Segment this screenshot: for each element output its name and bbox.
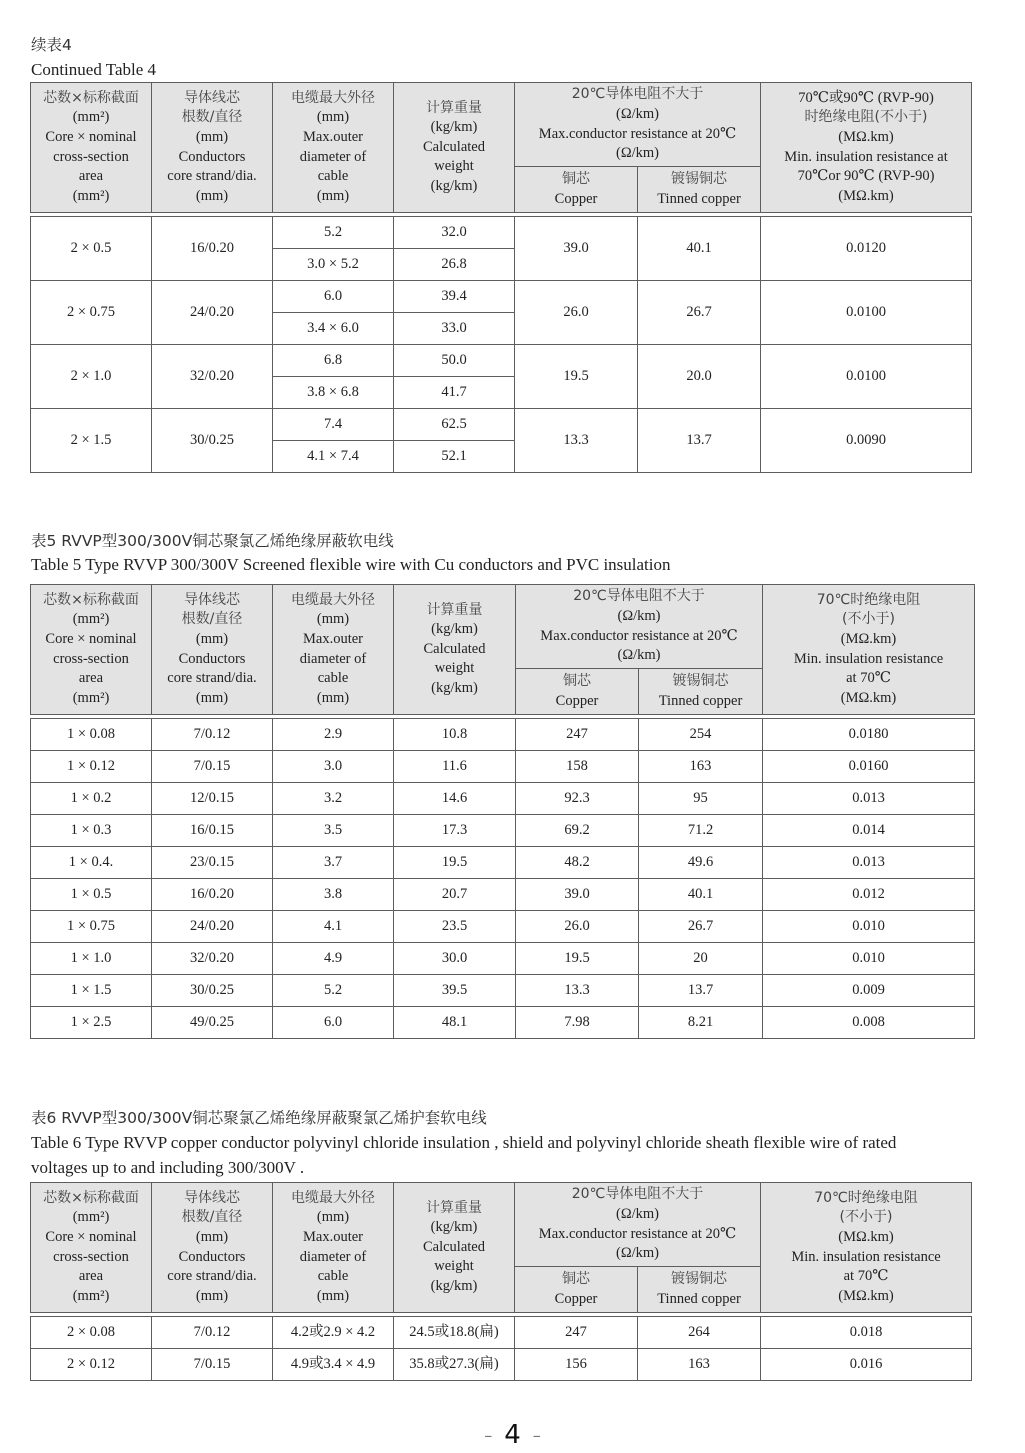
header-text: Core × nominal	[45, 128, 137, 145]
table-row	[31, 345, 972, 377]
cell-weight: 35.8或27.3(扁)	[394, 1349, 515, 1381]
cell-insulation: 0.018	[761, 1317, 972, 1349]
header-text: (mm)	[195, 187, 229, 204]
header-diameter	[273, 1183, 394, 1313]
header-text: (Ω/km)	[616, 145, 659, 162]
header-text: Tinned copper	[658, 692, 743, 709]
header-text: (mm)	[195, 1228, 229, 1245]
header-text: Calculated	[423, 640, 486, 657]
header-text: (Ω/km)	[617, 607, 661, 624]
cell-insulation: 0.013	[763, 847, 975, 879]
header-text: area	[78, 1268, 104, 1285]
header-text: (不小于)	[839, 1209, 893, 1226]
cell-insulation: 0.016	[761, 1349, 972, 1381]
cell-tinned: 40.1	[638, 217, 761, 281]
cell-weight-round: 39.4	[394, 281, 515, 313]
table-row	[31, 943, 975, 975]
cell-weight-flat: 41.7	[394, 377, 515, 409]
cell-diameter: 5.2	[273, 975, 394, 1007]
header-text: (mm²)	[72, 187, 110, 204]
header-core	[31, 1183, 152, 1313]
header-text: (mm)	[316, 611, 350, 628]
cell-copper: 156	[515, 1349, 638, 1381]
header-text: Core × nominal	[45, 1228, 137, 1245]
table-row	[31, 975, 975, 1007]
header-text: core strand/dia.	[167, 168, 257, 185]
cell-weight-round: 62.5	[394, 409, 515, 441]
header-text: (mm)	[316, 689, 350, 706]
header-text: at 70℃	[843, 1268, 889, 1285]
header-text: (mm)	[316, 1209, 350, 1226]
cell-strand: 30/0.25	[152, 409, 273, 473]
table4-caption-zh: 续表4	[31, 36, 72, 54]
table-row	[31, 911, 975, 943]
header-text: cross-section	[53, 148, 129, 165]
header-text: (mm)	[195, 630, 229, 647]
header-text: (mm²)	[72, 1287, 110, 1304]
header-resistance	[515, 1183, 761, 1267]
header-text: 70℃时绝缘电阻	[816, 591, 921, 608]
header-text: (kg/km)	[430, 1219, 478, 1236]
header-strand	[152, 83, 273, 213]
cell-insulation: 0.0100	[761, 345, 972, 409]
header-text: 70℃或90℃ (RVP-90)	[798, 89, 934, 106]
cell-weight-round: 32.0	[394, 217, 515, 249]
cell-strand: 16/0.20	[152, 879, 273, 911]
header-text: Conductors	[178, 148, 246, 165]
cell-core: 2 × 0.5	[31, 217, 152, 281]
cell-copper: 7.98	[516, 1007, 639, 1039]
header-text: 镀锡铜芯	[672, 672, 729, 689]
cell-diameter: 2.9	[273, 719, 394, 751]
cell-strand: 24/0.20	[152, 911, 273, 943]
table-row	[31, 1317, 972, 1349]
header-text: (mm)	[316, 187, 350, 204]
header-text: Tinned copper	[657, 1290, 741, 1307]
cell-diameter-round: 7.4	[273, 409, 394, 441]
header-weight	[394, 83, 515, 213]
header-text: 电缆最大外径	[291, 89, 375, 106]
cell-copper: 69.2	[516, 815, 639, 847]
header-text: 镀锡铜芯	[671, 170, 727, 187]
cell-weight: 11.6	[394, 751, 516, 783]
header-text: cross-section	[53, 1248, 129, 1265]
cell-tinned: 20	[639, 943, 763, 975]
header-text: 芯数×标称截面	[43, 1189, 139, 1206]
cell-tinned: 254	[639, 719, 763, 751]
cell-diameter: 3.0	[273, 751, 394, 783]
header-text: (MΩ.km)	[838, 128, 894, 145]
header-text: (kg/km)	[431, 621, 478, 638]
cell-weight-round: 50.0	[394, 345, 515, 377]
header-weight	[394, 1183, 515, 1313]
page-dash-right: –	[532, 1426, 541, 1445]
header-text: Core × nominal	[45, 630, 137, 647]
header-text: (MΩ.km)	[840, 630, 897, 647]
header-text: (Ω/km)	[616, 105, 659, 122]
cell-tinned: 40.1	[639, 879, 763, 911]
cell-weight-flat: 52.1	[394, 441, 515, 473]
cell-tinned: 26.7	[639, 911, 763, 943]
header-text: (kg/km)	[430, 119, 478, 136]
cell-diameter: 4.9	[273, 943, 394, 975]
header-text: diameter of	[299, 650, 367, 667]
header-text: Calculated	[422, 138, 485, 155]
cell-insulation: 0.0160	[763, 751, 975, 783]
header-text: Max.outer	[303, 1228, 363, 1245]
header-text: 时绝缘电阻(不小于)	[804, 109, 928, 126]
header-text: Max.outer	[303, 630, 363, 647]
header-text: (Ω/km)	[616, 1205, 659, 1222]
header-text: 镀锡铜芯	[671, 1270, 727, 1287]
page-number	[0, 1420, 1025, 1450]
table-row	[31, 751, 975, 783]
header-text: cable	[317, 168, 349, 185]
cell-strand: 23/0.15	[152, 847, 273, 879]
cell-copper: 13.3	[516, 975, 639, 1007]
header-strand	[152, 1183, 273, 1313]
header-text: 根数/直径	[181, 611, 243, 628]
cell-strand: 16/0.20	[152, 217, 273, 281]
cell-weight: 24.5或18.8(扁)	[394, 1317, 515, 1349]
header-insulation	[761, 83, 972, 213]
table6-caption-zh: 表6 RVVP型300/300V铜芯聚氯乙烯绝缘屏蔽聚氯乙烯护套软电线	[31, 1109, 487, 1127]
header-text: 计算重量	[426, 1199, 482, 1216]
table-row	[31, 847, 975, 879]
cell-core: 1 × 0.3	[31, 815, 152, 847]
header-text: (kg/km)	[430, 1277, 478, 1294]
cell-core: 1 × 0.12	[31, 751, 152, 783]
cell-strand: 7/0.12	[152, 719, 273, 751]
header-strand	[152, 585, 273, 715]
header-text: Min. insulation resistance	[791, 1248, 941, 1265]
header-text: 铜芯	[562, 1270, 590, 1287]
header-copper	[515, 1267, 638, 1313]
header-text: 根数/直径	[181, 1209, 243, 1226]
cell-core: 2 × 0.12	[31, 1349, 152, 1381]
table5	[30, 584, 975, 1039]
header-text: Max.outer	[303, 128, 363, 145]
table6-caption-en-line2: voltages up to and including 300/300V .	[31, 1158, 305, 1177]
cell-weight: 23.5	[394, 911, 516, 943]
cell-core: 1 × 0.5	[31, 879, 152, 911]
header-text: Conductors	[178, 1248, 246, 1265]
header-text: 电缆最大外径	[291, 591, 375, 608]
page-dash-left: –	[484, 1426, 493, 1445]
table-row	[31, 1007, 975, 1039]
cell-core: 1 × 0.08	[31, 719, 152, 751]
cell-copper: 19.5	[516, 943, 639, 975]
header-text: Conductors	[178, 650, 246, 667]
header-text: diameter of	[299, 148, 367, 165]
cell-weight: 30.0	[394, 943, 516, 975]
cell-insulation: 0.0090	[761, 409, 972, 473]
cell-copper: 247	[515, 1317, 638, 1349]
header-text: core strand/dia.	[167, 1268, 257, 1285]
cell-diameter-round: 5.2	[273, 217, 394, 249]
cell-strand: 7/0.15	[152, 751, 273, 783]
cell-strand: 7/0.15	[152, 1349, 273, 1381]
table-row	[31, 281, 972, 313]
cell-strand: 12/0.15	[152, 783, 273, 815]
header-text: Min. insulation resistance	[793, 650, 944, 667]
header-text: Calculated	[422, 1238, 485, 1255]
header-resistance	[516, 585, 763, 669]
cell-copper: 26.0	[516, 911, 639, 943]
cell-strand: 32/0.20	[152, 943, 273, 975]
header-text: (mm²)	[72, 611, 110, 628]
header-tinned	[638, 167, 761, 213]
header-text: (mm²)	[72, 109, 110, 126]
header-text: (mm)	[316, 109, 350, 126]
cell-diameter: 3.5	[273, 815, 394, 847]
header-core	[31, 83, 152, 213]
header-copper	[515, 167, 638, 213]
cell-diameter-round: 6.8	[273, 345, 394, 377]
table6	[30, 1182, 972, 1381]
header-text: weight	[434, 1258, 474, 1275]
header-text: Copper	[554, 1290, 598, 1307]
header-text: 20℃导体电阻不大于	[573, 588, 705, 605]
cell-core: 1 × 1.5	[31, 975, 152, 1007]
header-text: cable	[317, 670, 349, 687]
header-text: (mm)	[316, 1287, 350, 1304]
header-text: cross-section	[53, 650, 129, 667]
header-text: Max.conductor resistance at 20℃	[538, 125, 737, 142]
header-text: 电缆最大外径	[291, 1189, 375, 1206]
cell-tinned: 8.21	[639, 1007, 763, 1039]
table-row	[31, 719, 975, 751]
cell-copper: 92.3	[516, 783, 639, 815]
cell-copper: 247	[516, 719, 639, 751]
table-row	[31, 783, 975, 815]
cell-core: 1 × 1.0	[31, 943, 152, 975]
table4-caption-en: Continued Table 4	[31, 60, 157, 79]
cell-diameter: 6.0	[273, 1007, 394, 1039]
header-text: core strand/dia.	[167, 670, 257, 687]
cell-copper: 13.3	[515, 409, 638, 473]
cell-insulation: 0.010	[763, 943, 975, 975]
header-text: diameter of	[299, 1248, 367, 1265]
table-row	[31, 879, 975, 911]
header-text: (Ω/km)	[617, 647, 661, 664]
cell-strand: 49/0.25	[152, 1007, 273, 1039]
header-text: (mm²)	[72, 1209, 110, 1226]
header-diameter	[273, 83, 394, 213]
cell-tinned: 264	[638, 1317, 761, 1349]
cell-diameter: 3.7	[273, 847, 394, 879]
cell-diameter: 4.2或2.9 × 4.2	[273, 1317, 394, 1349]
header-text: 导体线芯	[184, 1189, 240, 1206]
header-text: 导体线芯	[184, 591, 240, 608]
cell-insulation: 0.0180	[763, 719, 975, 751]
cell-insulation: 0.0100	[761, 281, 972, 345]
header-text: weight	[434, 660, 475, 677]
table5-caption-zh: 表5 RVVP型300/300V铜芯聚氯乙烯绝缘屏蔽软电线	[31, 532, 394, 550]
table-row	[31, 1349, 972, 1381]
cell-weight: 14.6	[394, 783, 516, 815]
cell-tinned: 49.6	[639, 847, 763, 879]
cell-copper: 39.0	[515, 217, 638, 281]
header-text: 70℃or 90℃ (RVP-90)	[797, 168, 935, 185]
cell-strand: 7/0.12	[152, 1317, 273, 1349]
header-tinned	[639, 669, 763, 715]
page-number-value: 4	[504, 1420, 521, 1450]
header-text: 计算重量	[426, 99, 482, 116]
cell-core: 2 × 0.75	[31, 281, 152, 345]
cell-tinned: 26.7	[638, 281, 761, 345]
cell-core: 2 × 1.0	[31, 345, 152, 409]
header-text: 20℃导体电阻不大于	[571, 86, 704, 103]
header-text: (MΩ.km)	[838, 187, 894, 204]
table-row	[31, 409, 972, 441]
header-core	[31, 585, 152, 715]
header-text: (MΩ.km)	[838, 1228, 894, 1245]
header-text: 芯数×标称截面	[43, 89, 139, 106]
cell-core: 1 × 0.4.	[31, 847, 152, 879]
header-text: Max.conductor resistance at 20℃	[540, 627, 738, 644]
cell-insulation: 0.009	[763, 975, 975, 1007]
cell-weight-flat: 26.8	[394, 249, 515, 281]
cell-tinned: 71.2	[639, 815, 763, 847]
cell-tinned: 20.0	[638, 345, 761, 409]
cell-copper: 48.2	[516, 847, 639, 879]
cell-core: 1 × 0.2	[31, 783, 152, 815]
cell-diameter: 4.1	[273, 911, 394, 943]
cell-copper: 158	[516, 751, 639, 783]
table-row	[31, 217, 972, 249]
cell-tinned: 163	[638, 1349, 761, 1381]
header-tinned	[638, 1267, 761, 1313]
header-insulation	[763, 585, 975, 715]
header-text: Copper	[554, 190, 598, 207]
header-text: 铜芯	[562, 170, 590, 187]
cell-core: 2 × 0.08	[31, 1317, 152, 1349]
cell-diameter-round: 6.0	[273, 281, 394, 313]
cell-diameter: 4.9或3.4 × 4.9	[273, 1349, 394, 1381]
header-text: (不小于)	[842, 611, 895, 628]
cell-diameter-flat: 3.8 × 6.8	[273, 377, 394, 409]
header-text: (mm²)	[72, 689, 110, 706]
cell-core: 1 × 2.5	[31, 1007, 152, 1039]
header-text: (MΩ.km)	[840, 689, 897, 706]
header-text: weight	[434, 158, 474, 175]
header-text: Copper	[555, 692, 599, 709]
header-text: 70℃时绝缘电阻	[814, 1189, 918, 1206]
cell-core: 2 × 1.5	[31, 409, 152, 473]
cell-strand: 24/0.20	[152, 281, 273, 345]
header-text: 铜芯	[563, 672, 591, 689]
header-text: area	[78, 168, 104, 185]
cell-insulation: 0.014	[763, 815, 975, 847]
header-copper	[516, 669, 639, 715]
header-diameter	[273, 585, 394, 715]
header-text: (mm)	[195, 1287, 229, 1304]
header-weight	[394, 585, 516, 715]
cell-copper: 19.5	[515, 345, 638, 409]
table6-caption-en-line1: Table 6 Type RVVP copper conductor polyvinyl chloride insulation , shield and polyvinyl chloride sheath flexible wire of rated	[31, 1133, 897, 1152]
header-resistance	[515, 83, 761, 167]
cell-diameter-flat: 3.0 × 5.2	[273, 249, 394, 281]
header-text: (kg/km)	[430, 177, 478, 194]
cell-diameter: 3.2	[273, 783, 394, 815]
cell-diameter-flat: 3.4 × 6.0	[273, 313, 394, 345]
cell-weight: 17.3	[394, 815, 516, 847]
header-text: 计算重量	[426, 601, 483, 618]
cell-tinned: 13.7	[639, 975, 763, 1007]
cell-diameter-flat: 4.1 × 7.4	[273, 441, 394, 473]
cell-copper: 39.0	[516, 879, 639, 911]
cell-copper: 26.0	[515, 281, 638, 345]
cell-weight: 19.5	[394, 847, 516, 879]
cell-insulation: 0.0120	[761, 217, 972, 281]
header-text: Tinned copper	[657, 190, 741, 207]
header-text: Min. insulation resistance at	[784, 148, 948, 165]
header-text: area	[78, 670, 104, 687]
cell-tinned: 163	[639, 751, 763, 783]
cell-weight: 10.8	[394, 719, 516, 751]
header-text: at 70℃	[846, 670, 891, 687]
header-text: 20℃导体电阻不大于	[571, 1186, 704, 1203]
table5-caption-en: Table 5 Type RVVP 300/300V Screened flexible wire with Cu conductors and PVC insulation	[31, 555, 671, 574]
header-text: cable	[317, 1268, 349, 1285]
table4	[30, 82, 972, 473]
header-text: 芯数×标称截面	[43, 591, 139, 608]
cell-insulation: 0.012	[763, 879, 975, 911]
header-text: 导体线芯	[184, 89, 240, 106]
cell-insulation: 0.010	[763, 911, 975, 943]
header-text: (mm)	[195, 128, 229, 145]
cell-strand: 32/0.20	[152, 345, 273, 409]
cell-tinned: 95	[639, 783, 763, 815]
header-text: (kg/km)	[431, 679, 478, 696]
header-text: 根数/直径	[181, 109, 243, 126]
header-text: (Ω/km)	[616, 1245, 659, 1262]
cell-weight: 48.1	[394, 1007, 516, 1039]
cell-diameter: 3.8	[273, 879, 394, 911]
cell-tinned: 13.7	[638, 409, 761, 473]
header-text: (mm)	[195, 689, 229, 706]
cell-weight-flat: 33.0	[394, 313, 515, 345]
cell-weight: 39.5	[394, 975, 516, 1007]
cell-weight: 20.7	[394, 879, 516, 911]
header-text: (MΩ.km)	[838, 1287, 894, 1304]
table-row	[31, 815, 975, 847]
header-text: Max.conductor resistance at 20℃	[538, 1225, 737, 1242]
cell-core: 1 × 0.75	[31, 911, 152, 943]
cell-strand: 16/0.15	[152, 815, 273, 847]
cell-strand: 30/0.25	[152, 975, 273, 1007]
header-insulation	[761, 1183, 972, 1313]
cell-insulation: 0.008	[763, 1007, 975, 1039]
cell-insulation: 0.013	[763, 783, 975, 815]
